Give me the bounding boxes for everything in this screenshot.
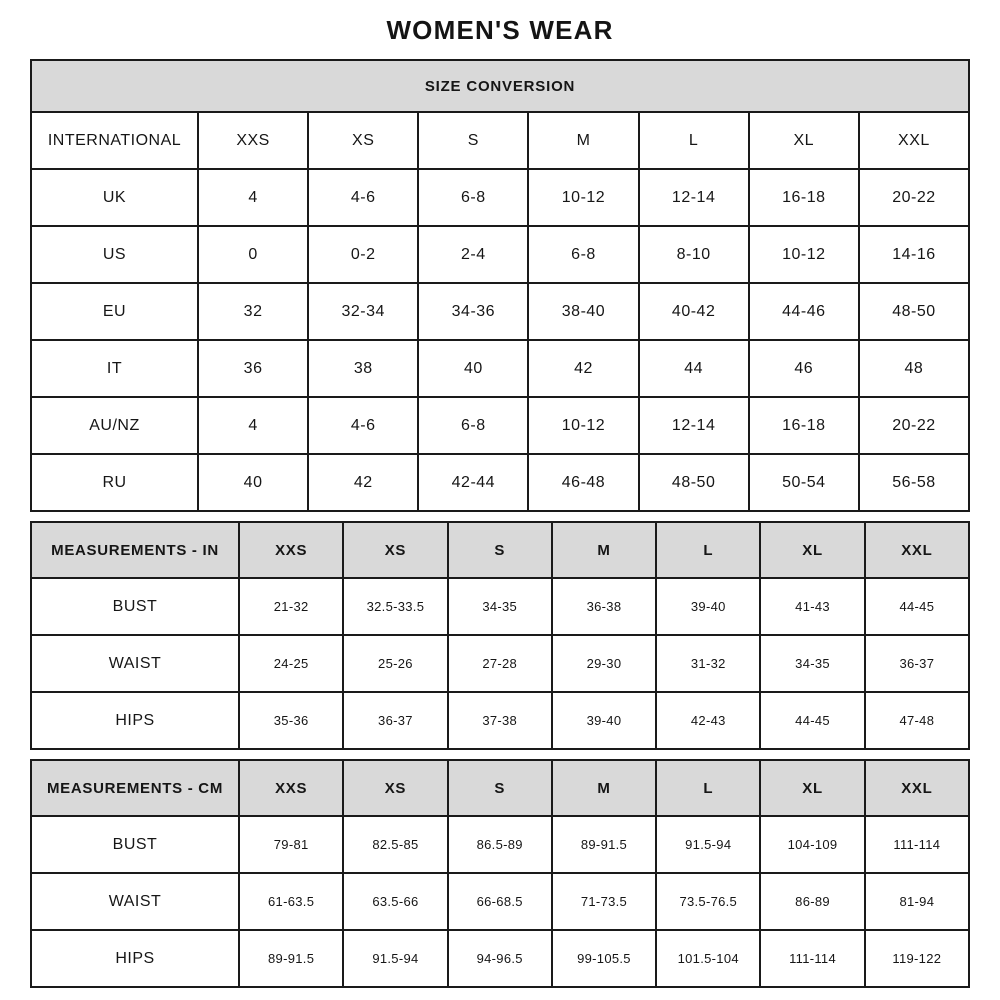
row-label-cell: BUST [31,578,239,635]
header-label-cell: INTERNATIONAL [31,112,198,169]
value-cell: 48-50 [639,454,749,511]
value-cell: 73.5-76.5 [656,873,760,930]
header-size-cell: XL [760,522,864,578]
value-cell: 38-40 [528,283,638,340]
value-cell: 99-105.5 [552,930,656,987]
measurements-in-table [30,521,970,750]
header-size-cell: XXL [859,112,969,169]
value-cell: 89-91.5 [552,816,656,873]
value-cell: 4-6 [308,169,418,226]
value-cell: 6-8 [418,397,528,454]
header-size-cell: XS [343,522,447,578]
table-row [31,283,969,340]
table-row [31,692,969,749]
header-label-cell: MEASUREMENTS - CM [31,760,239,816]
value-cell: 86.5-89 [448,816,552,873]
header-size-cell: XS [308,112,418,169]
header-size-cell: S [418,112,528,169]
table-row [31,340,969,397]
row-label-cell: HIPS [31,930,239,987]
row-label-cell: HIPS [31,692,239,749]
table-row [31,226,969,283]
value-cell: 42-44 [418,454,528,511]
value-cell: 111-114 [760,930,864,987]
value-cell: 79-81 [239,816,343,873]
row-label-cell: AU/NZ [31,397,198,454]
value-cell: 4-6 [308,397,418,454]
value-cell: 42 [308,454,418,511]
value-cell: 6-8 [528,226,638,283]
value-cell: 10-12 [528,397,638,454]
value-cell: 2-4 [418,226,528,283]
value-cell: 8-10 [639,226,749,283]
header-size-cell: S [448,522,552,578]
value-cell: 20-22 [859,397,969,454]
value-cell: 63.5-66 [343,873,447,930]
value-cell: 119-122 [865,930,969,987]
value-cell: 47-48 [865,692,969,749]
row-label-cell: BUST [31,816,239,873]
header-size-cell: XXL [865,760,969,816]
value-cell: 31-32 [656,635,760,692]
value-cell: 39-40 [552,692,656,749]
value-cell: 0-2 [308,226,418,283]
header-size-cell: L [656,522,760,578]
table-header-row [31,112,969,169]
value-cell: 40 [198,454,308,511]
measurements-cm-table [30,759,970,988]
header-size-cell: XXL [865,522,969,578]
value-cell: 14-16 [859,226,969,283]
value-cell: 48-50 [859,283,969,340]
value-cell: 91.5-94 [656,816,760,873]
value-cell: 61-63.5 [239,873,343,930]
value-cell: 40-42 [639,283,749,340]
row-label-cell: RU [31,454,198,511]
header-size-cell: XXS [239,760,343,816]
value-cell: 44-45 [865,578,969,635]
size-conversion-table [30,59,970,512]
table-header-row [31,522,969,578]
value-cell: 32.5-33.5 [343,578,447,635]
value-cell: 20-22 [859,169,969,226]
value-cell: 46-48 [528,454,638,511]
table-row [31,454,969,511]
value-cell: 101.5-104 [656,930,760,987]
value-cell: 104-109 [760,816,864,873]
value-cell: 21-32 [239,578,343,635]
header-size-cell: S [448,760,552,816]
value-cell: 32 [198,283,308,340]
header-label-cell: MEASUREMENTS - IN [31,522,239,578]
value-cell: 50-54 [749,454,859,511]
value-cell: 16-18 [749,397,859,454]
value-cell: 4 [198,397,308,454]
header-size-cell: M [552,522,656,578]
value-cell: 25-26 [343,635,447,692]
table-row [31,930,969,987]
value-cell: 4 [198,169,308,226]
header-size-cell: L [656,760,760,816]
value-cell: 94-96.5 [448,930,552,987]
table-row [31,169,969,226]
value-cell: 82.5-85 [343,816,447,873]
measurements-in-body [31,522,969,749]
value-cell: 41-43 [760,578,864,635]
measurements-cm-body [31,760,969,987]
value-cell: 29-30 [552,635,656,692]
value-cell: 24-25 [239,635,343,692]
value-cell: 48 [859,340,969,397]
value-cell: 27-28 [448,635,552,692]
header-size-cell: M [528,112,638,169]
value-cell: 10-12 [749,226,859,283]
value-cell: 39-40 [656,578,760,635]
value-cell: 86-89 [760,873,864,930]
table-row [31,816,969,873]
header-size-cell: XXS [198,112,308,169]
row-label-cell: WAIST [31,873,239,930]
value-cell: 71-73.5 [552,873,656,930]
value-cell: 56-58 [859,454,969,511]
value-cell: 32-34 [308,283,418,340]
value-cell: 12-14 [639,169,749,226]
header-size-cell: XXS [239,522,343,578]
value-cell: 44-46 [749,283,859,340]
header-size-cell: L [639,112,749,169]
header-size-cell: XL [760,760,864,816]
row-label-cell: WAIST [31,635,239,692]
value-cell: 40 [418,340,528,397]
value-cell: 89-91.5 [239,930,343,987]
value-cell: 42-43 [656,692,760,749]
value-cell: 36 [198,340,308,397]
value-cell: 10-12 [528,169,638,226]
table-row [31,635,969,692]
value-cell: 34-35 [760,635,864,692]
value-cell: 36-37 [343,692,447,749]
value-cell: 34-36 [418,283,528,340]
row-label-cell: IT [31,340,198,397]
value-cell: 0 [198,226,308,283]
page-title: WOMEN'S WEAR [386,15,614,45]
value-cell: 46 [749,340,859,397]
row-label-cell: EU [31,283,198,340]
value-cell: 35-36 [239,692,343,749]
value-cell: 38 [308,340,418,397]
size-conversion-body [31,60,969,511]
table-row [31,873,969,930]
row-label-cell: US [31,226,198,283]
table-header-row [31,760,969,816]
value-cell: 44-45 [760,692,864,749]
value-cell: 66-68.5 [448,873,552,930]
table-banner: SIZE CONVERSION [31,60,969,112]
value-cell: 111-114 [865,816,969,873]
value-cell: 81-94 [865,873,969,930]
value-cell: 36-37 [865,635,969,692]
table-row [31,397,969,454]
row-label-cell: UK [31,169,198,226]
value-cell: 42 [528,340,638,397]
value-cell: 34-35 [448,578,552,635]
value-cell: 16-18 [749,169,859,226]
value-cell: 37-38 [448,692,552,749]
header-size-cell: XS [343,760,447,816]
header-size-cell: XL [749,112,859,169]
value-cell: 44 [639,340,749,397]
table-row [31,578,969,635]
header-size-cell: M [552,760,656,816]
value-cell: 6-8 [418,169,528,226]
value-cell: 12-14 [639,397,749,454]
table-banner-row [31,60,969,112]
value-cell: 91.5-94 [343,930,447,987]
value-cell: 36-38 [552,578,656,635]
